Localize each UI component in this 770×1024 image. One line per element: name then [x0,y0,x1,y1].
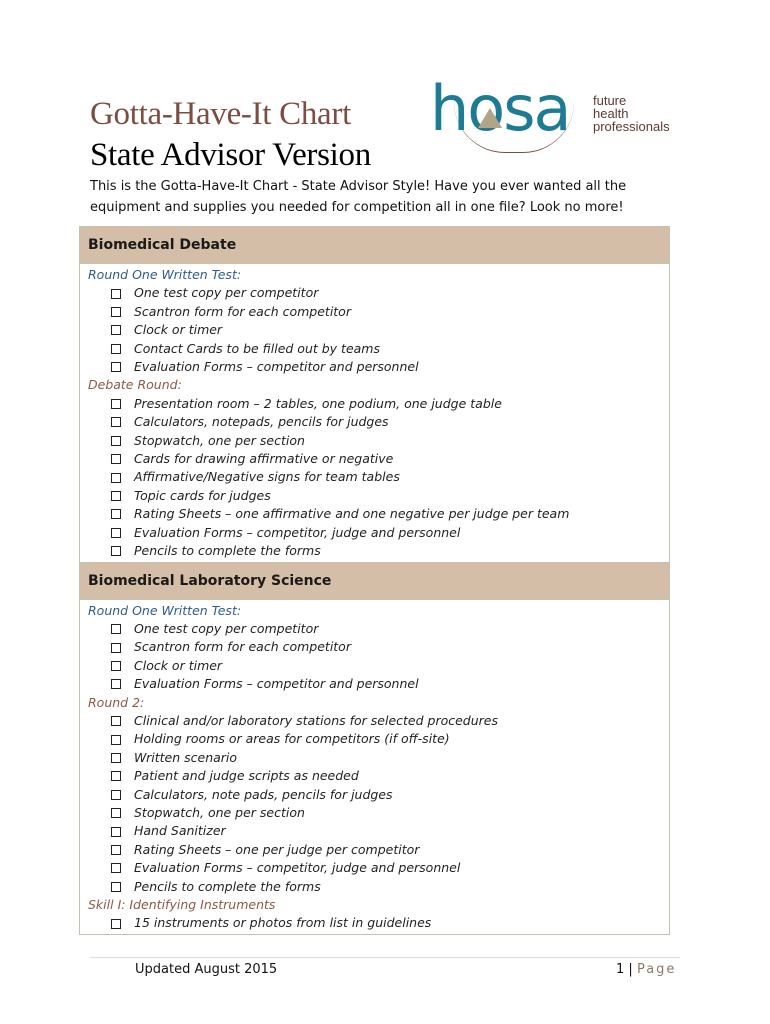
checklist-item-label: 15 instruments or photos from list in guidelines [134,915,432,931]
checkbox-icon[interactable] [111,845,121,855]
footer-updated: Updated August 2015 [135,962,278,977]
checklist-item [88,358,669,376]
logo-tagline-line: future [593,93,627,108]
checkbox-icon[interactable] [111,882,121,892]
checklist-item [88,712,669,730]
checkbox-icon[interactable] [111,790,121,800]
checklist-item-label: Pencils to complete the forms [134,878,321,894]
checklist-item [88,767,669,785]
checklist-item-label: Patient and judge scripts as needed [134,768,359,784]
intro-paragraph: This is the Gotta-Have-It Chart - State Advisor Style! Have you ever wanted all the equipment and supplies you needed for competition all in one file? Look no more! [90,179,627,215]
checklist-item-label: One test copy per competitor [134,285,319,301]
checkbox-icon[interactable] [111,344,121,354]
page-separator: | [628,962,633,977]
checkbox-icon[interactable] [111,546,121,556]
checklist-item [88,303,669,321]
section-body [80,264,669,563]
checklist-item [88,450,669,468]
checklist-item-label: Calculators, notepads, pencils for judges [134,414,389,430]
checkbox-icon[interactable] [111,325,121,335]
checklist-item [88,878,669,896]
checkbox-icon[interactable] [111,771,121,781]
checklist-item [88,505,669,523]
checklist-item [88,786,669,804]
checklist-item-label: Evaluation Forms – competitor, judge and personnel [134,524,461,540]
checklist-item-label: Scantron form for each competitor [134,303,351,319]
checklist-item [88,822,669,840]
checklist-item [88,657,669,675]
checkbox-icon[interactable] [111,679,121,689]
checklist-item-label: Evaluation Forms – competitor and personnel [134,359,419,375]
checklist-item-label: Rating Sheets – one affirmative and one negative per judge per team [134,506,570,522]
checklist-item [88,413,669,431]
checklist-item [88,620,669,638]
checkbox-icon[interactable] [111,919,121,929]
checklist-item-label: Pencils to complete the forms [134,543,321,559]
checklist-item-label: Stopwatch, one per section [134,432,305,448]
group-label: Round One Written Test: [88,267,242,282]
logo-triangle-icon [478,108,502,128]
checklist-item-label: Written scenario [134,749,238,765]
checklist-item-label: Scantron form for each competitor [134,639,351,655]
checklist-item-label: Holding rooms or areas for competitors (if off-site) [134,731,450,747]
logo-tagline [593,94,670,133]
footer-divider [90,957,680,958]
checklist-item [88,841,669,859]
footer-page [616,962,676,977]
group-label: Debate Round: [88,377,182,393]
hosa-logo [430,72,680,157]
checkbox-icon[interactable] [111,509,121,519]
checklist-item-label: Cards for drawing affirmative or negative [134,451,394,467]
checklist-item [88,542,669,560]
section-header: Biomedical Debate [80,227,669,264]
checklist-item [88,859,669,877]
checklist-item [88,638,669,656]
checklist-item [88,675,669,693]
checkbox-icon[interactable] [111,436,121,446]
checkbox-icon[interactable] [111,735,121,745]
checklist-item-label: Clock or timer [134,657,223,673]
checkbox-icon[interactable] [111,624,121,634]
checklist-item-label: Hand Sanitizer [134,823,226,839]
page-title: Gotta-Have-It Chart [90,96,351,132]
checklist-item-label: Contact Cards to be filled out by teams [134,340,380,356]
checkbox-icon[interactable] [111,417,121,427]
checkbox-icon[interactable] [111,661,121,671]
checklist-item [88,487,669,505]
logo-tagline-line: health [593,106,629,121]
checkbox-icon[interactable] [111,307,121,317]
checklist-item [88,730,669,748]
checkbox-icon[interactable] [111,362,121,372]
checklist-item [88,468,669,486]
group-label: Skill I: Identifying Instruments [88,897,276,912]
checkbox-icon[interactable] [111,473,121,483]
checklist-item-label: Affirmative/Negative signs for team tables [134,469,400,485]
section-body [80,600,669,934]
checkbox-icon[interactable] [111,528,121,538]
checkbox-icon[interactable] [111,716,121,726]
group-label: Round 2: [88,694,145,710]
checkbox-icon[interactable] [111,827,121,837]
checklist-item-label: Evaluation Forms – competitor and personnel [134,676,419,692]
checklist-item [88,524,669,542]
logo-wordmark: hosa [430,72,570,145]
checkbox-icon[interactable] [111,491,121,501]
checklist-item [88,914,669,932]
page-number: 1 [616,962,625,977]
checkbox-icon[interactable] [111,399,121,409]
page-subtitle: State Advisor Version [90,137,371,173]
checklist-item-label: Topic cards for judges [134,487,271,503]
checklist-item [88,749,669,767]
checklist-item [88,284,669,302]
checklist-item-label: Presentation room – 2 tables, one podium, one judge table [134,395,502,411]
checklist-table [79,226,670,935]
checklist-item-label: Clock or timer [134,322,223,338]
checklist-item [88,395,669,413]
checklist-item-label: Evaluation Forms – competitor, judge and personnel [134,860,461,876]
checklist-item-label: Stopwatch, one per section [134,804,305,820]
checkbox-icon[interactable] [111,808,121,818]
group-label: Round One Written Test: [88,602,242,618]
checkbox-icon[interactable] [111,863,121,873]
checklist-item [88,340,669,358]
checkbox-icon[interactable] [111,454,121,464]
logo-tagline-line: professionals [593,119,670,134]
checklist-item [88,804,669,822]
checklist-item [88,432,669,450]
checklist-item-label: One test copy per competitor [134,620,319,636]
checklist-item-label: Clinical and/or laboratory stations for selected procedures [134,712,498,728]
checkbox-icon[interactable] [111,289,121,299]
checkbox-icon[interactable] [111,643,121,653]
checklist-item-label: Rating Sheets – one per judge per competitor [134,841,420,857]
page-word: Page [636,962,677,977]
checkbox-icon[interactable] [111,753,121,763]
checklist-item-label: Calculators, note pads, pencils for judges [134,786,393,802]
checklist-item [88,321,669,339]
section-header: Biomedical Laboratory Science [80,563,669,600]
